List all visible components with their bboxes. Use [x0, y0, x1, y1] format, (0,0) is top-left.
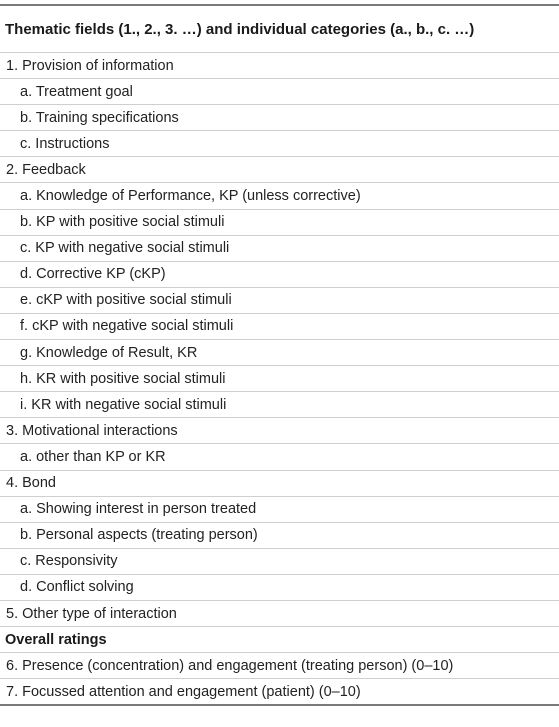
- category-row: d. Corrective KP (cKP): [0, 261, 559, 287]
- bottom-rule: [0, 704, 559, 706]
- category-row: g. Knowledge of Result, KR: [0, 339, 559, 365]
- category-row: b. KP with positive social stimuli: [0, 209, 559, 235]
- category-row: a. other than KP or KR: [0, 443, 559, 469]
- category-row: c. KP with negative social stimuli: [0, 235, 559, 261]
- table-body: [0, 52, 559, 704]
- section-heading: Overall ratings: [0, 626, 559, 652]
- category-row: e. cKP with positive social stimuli: [0, 287, 559, 313]
- thematic-field-row: 4. Bond: [0, 470, 559, 496]
- thematic-field-row: 2. Feedback: [0, 156, 559, 182]
- category-row: d. Conflict solving: [0, 574, 559, 600]
- category-row: i. KR with negative social stimuli: [0, 391, 559, 417]
- thematic-field-row: 1. Provision of information: [0, 52, 559, 78]
- category-row: b. Personal aspects (treating person): [0, 522, 559, 548]
- category-row: f. cKP with negative social stimuli: [0, 313, 559, 339]
- category-row: c. Responsivity: [0, 548, 559, 574]
- category-row: a. Treatment goal: [0, 78, 559, 104]
- thematic-field-row: 6. Presence (concentration) and engagement (treating person) (0–10): [0, 652, 559, 678]
- table-header: Thematic fields (1., 2., 3. …) and individual categories (a., b., c. …): [5, 20, 475, 38]
- thematic-field-row: 3. Motivational interactions: [0, 417, 559, 443]
- categories-table: [0, 4, 559, 706]
- thematic-field-row: 7. Focussed attention and engagement (patient) (0–10): [0, 678, 559, 704]
- category-row: h. KR with positive social stimuli: [0, 365, 559, 391]
- category-row: a. Showing interest in person treated: [0, 496, 559, 522]
- category-row: c. Instructions: [0, 130, 559, 156]
- category-row: a. Knowledge of Performance, KP (unless corrective): [0, 182, 559, 208]
- category-row: b. Training specifications: [0, 104, 559, 130]
- thematic-field-row: 5. Other type of interaction: [0, 600, 559, 626]
